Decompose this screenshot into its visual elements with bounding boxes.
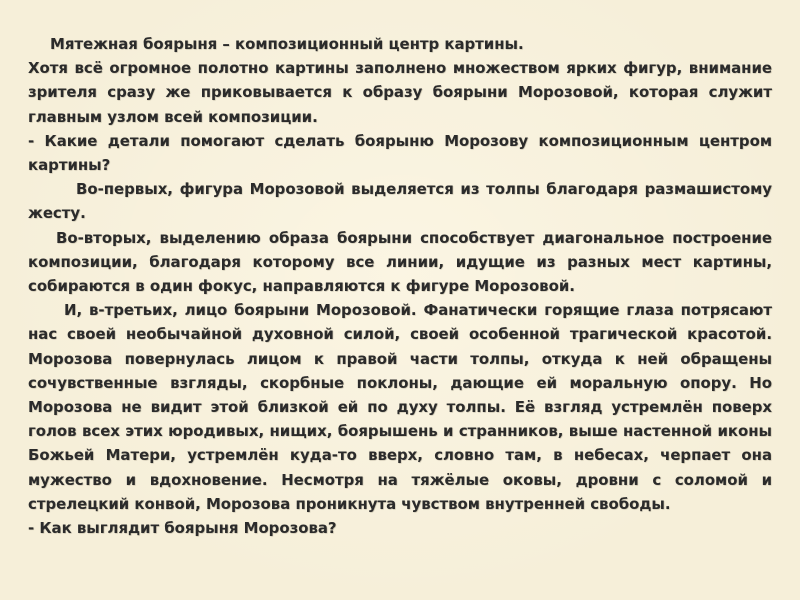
intro-paragraph: Хотя всё огромное полотно картины заполнено множеством ярких фигур, внимание зрителя сразу же приковывается к образу боярыни Морозовой, которая служит главным узлом всей композиции. bbox=[28, 59, 772, 126]
question-paragraph: - Какие детали помогают сделать боярыню Морозову композиционным центром картины? bbox=[28, 131, 772, 175]
document-body bbox=[28, 32, 772, 540]
point-third-paragraph: И, в-третьих, лицо боярыни Морозовой. Фанатически горящие глаза потрясают нас своей необычайной духовной силой, своей особенной трагической красотой. Морозова повернулась лицом к правой части толпы, откуда к ней обращены сочувственные взгляды, скорбные поклоны, дающие ей моральную опору. Но Морозова не видит этой близкой ей по духу толпы. Её взгляд устремлён поверх голов всех этих юродивых, нищих, боярышень и странников, выше настенной иконы Божьей Матери, устремлён куда-то вверх, словно там, в небесах, черпает она мужество и вдохновение. Несмотря на тяжёлые оковы, дровни с соломой и стрелецкий конвой, Морозова проникнута чувством внутренней свободы. bbox=[28, 301, 772, 513]
question-next-paragraph: - Как выглядит боярыня Морозова? bbox=[28, 519, 337, 538]
point-second-paragraph: Во-вторых, выделению образа боярыни способствует диагональное построение композиции, благодаря которому все линии, идущие из разных мест картины, собираются в один фокус, направляются к фигуре Морозовой. bbox=[28, 228, 772, 296]
document-title: Мятежная боярыня – композиционный центр картины. bbox=[50, 35, 524, 53]
point-first-paragraph: Во-первых, фигура Морозовой выделяется из толпы благодаря размашистому жесту. bbox=[28, 180, 772, 223]
